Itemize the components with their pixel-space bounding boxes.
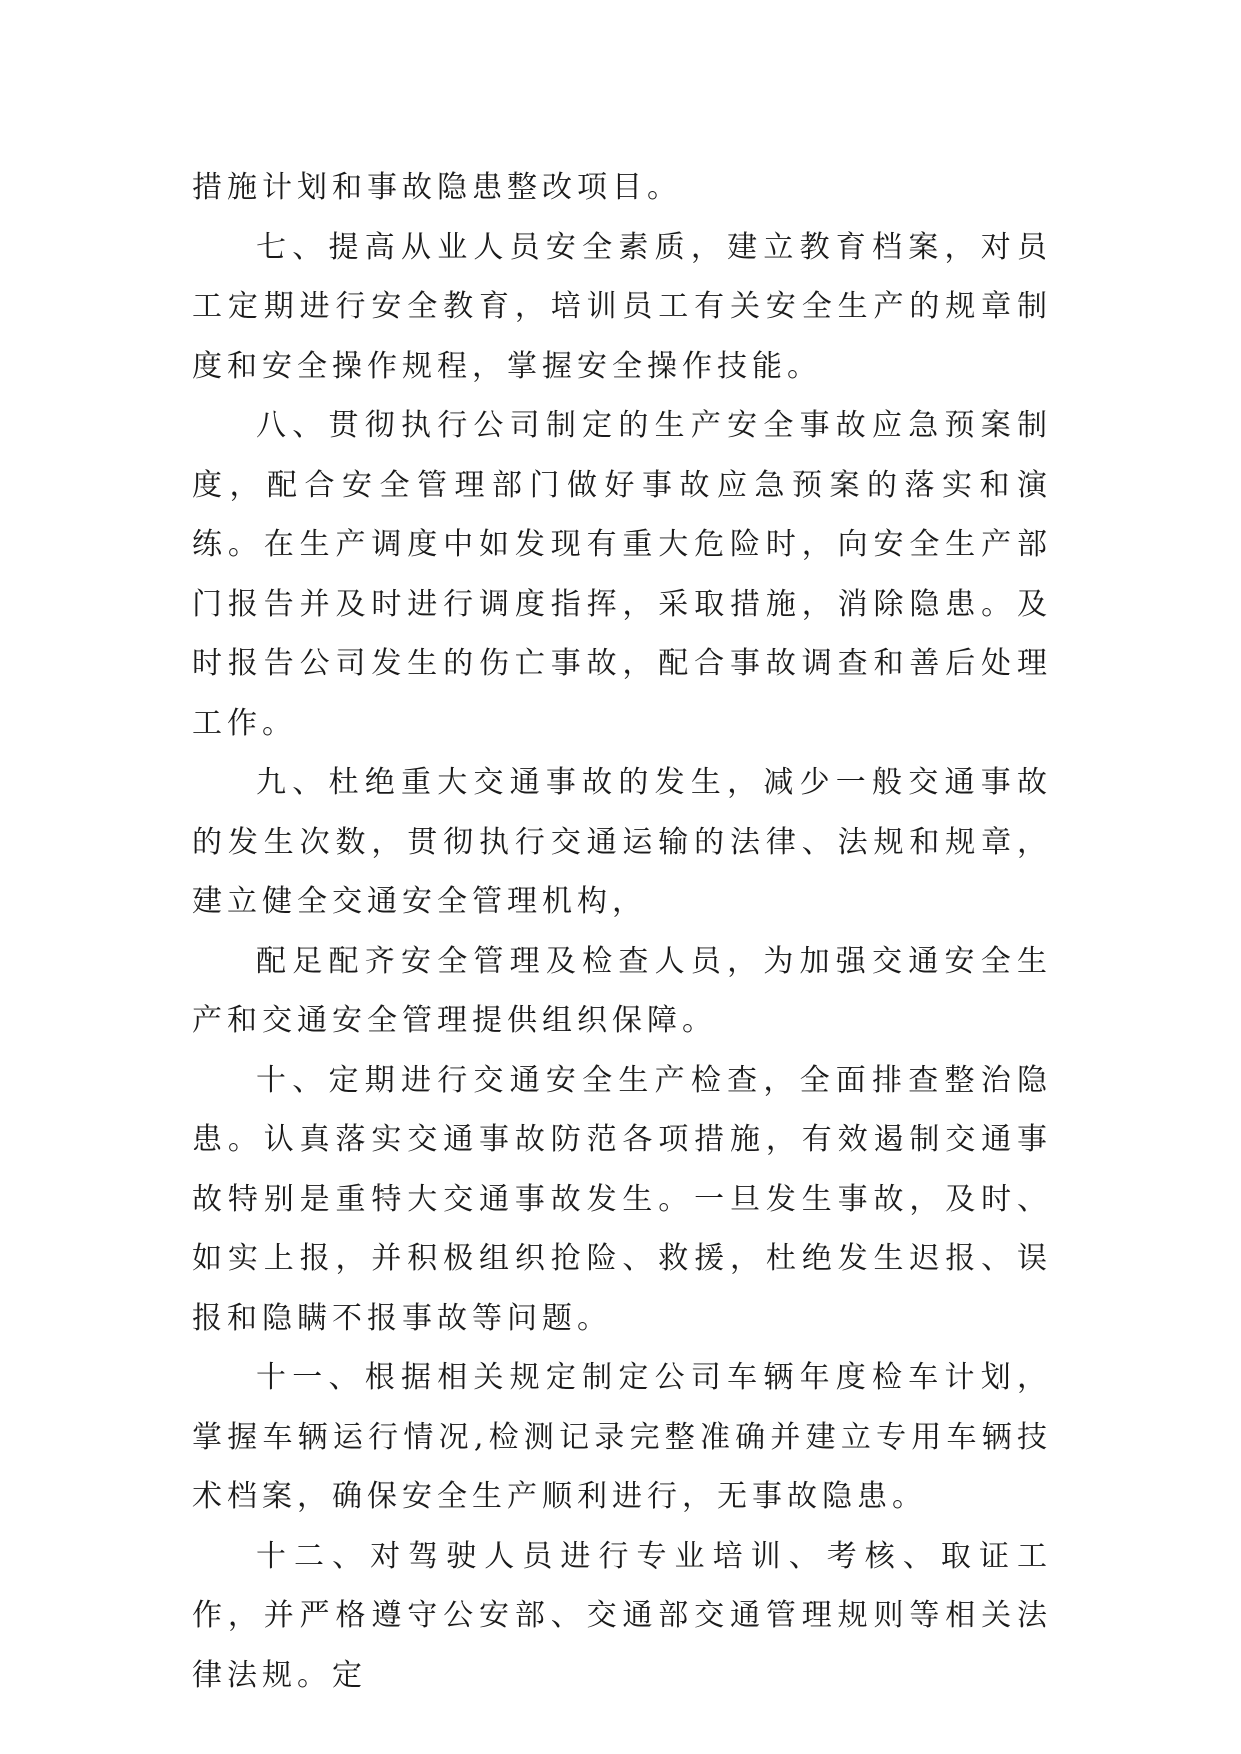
paragraph-item-9: 九、杜绝重大交通事故的发生，减少一般交通事故的发生次数，贯彻执行交通运输的法律、法规和规章，建立健全交通安全管理机构， (192, 765, 1052, 919)
document-body (192, 158, 1052, 1705)
paragraph-item-12: 十二、对驾驶人员进行专业培训、考核、取证工作，并严格遵守公安部、交通部交通管理规则等相关法律法规。定 (192, 1538, 1052, 1693)
paragraph-item-8: 八、贯彻执行公司制定的生产安全事故应急预案制度，配合安全管理部门做好事故应急预案的落实和演练。在生产调度中如发现有重大危险时，向安全生产部门报告并及时进行调度指挥，采取措施，消除隐患。及时报告公司发生的伤亡事故，配合事故调查和善后处理工作。 (192, 408, 1052, 741)
paragraph-item-7: 七、提高从业人员安全素质，建立教育档案，对员工定期进行安全教育，培训员工有关安全生产的规章制度和安全操作规程，掌握安全操作技能。 (192, 229, 1052, 384)
paragraph-continuation: 措施计划和事故隐患整改项目。 (192, 170, 682, 205)
paragraph-item-11: 十一、根据相关规定制定公司车辆年度检车计划，掌握车辆运行情况,检测记录完整准确并建立专用车辆技术档案，确保安全生产顺利进行，无事故隐患。 (192, 1360, 1052, 1514)
paragraph-item-10: 十、定期进行交通安全生产检查，全面排查整治隐患。认真落实交通事故防范各项措施，有效遏制交通事故特别是重特大交通事故发生。一旦发生事故，及时、如实上报，并积极组织抢险、救援，杜绝发生迟报、误报和隐瞒不报事故等问题。 (192, 1062, 1052, 1336)
paragraph-item-9-continued: 配足配齐安全管理及检查人员，为加强交通安全生产和交通安全管理提供组织保障。 (192, 943, 1052, 1038)
